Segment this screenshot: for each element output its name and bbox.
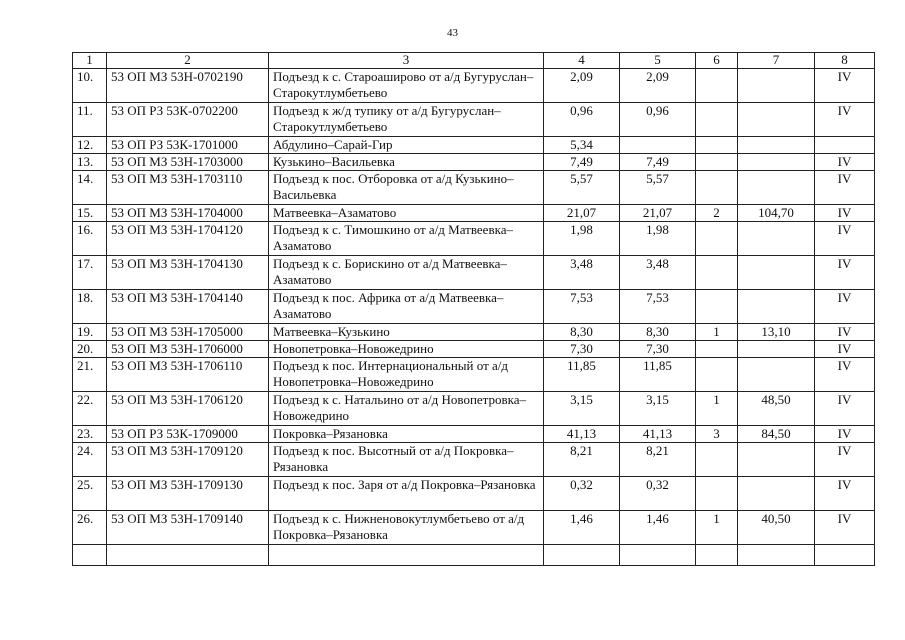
- extent-value: [738, 69, 815, 103]
- table-row: [73, 171, 875, 205]
- count-value: 1: [696, 392, 738, 426]
- extent-value: [738, 222, 815, 256]
- length-secondary: 0,32: [620, 477, 696, 511]
- category-value: IV: [815, 154, 875, 171]
- table-row: [73, 324, 875, 341]
- row-number: 12.: [73, 137, 107, 154]
- header-cell: 3: [269, 53, 544, 69]
- road-code: 53 ОП МЗ 53Н-1706110: [107, 358, 269, 392]
- road-name: Подъезд к с. Староаширово от а/д Бугуруслан–Старокутлумбетьево: [269, 69, 544, 103]
- road-code: 53 ОП МЗ 53Н-1704140: [107, 290, 269, 324]
- length-secondary: 8,30: [620, 324, 696, 341]
- length-total: 5,34: [544, 137, 620, 154]
- length-total: 2,09: [544, 69, 620, 103]
- length-secondary: 41,13: [620, 426, 696, 443]
- category-value: [815, 137, 875, 154]
- length-total: 21,07: [544, 205, 620, 222]
- category-value: IV: [815, 426, 875, 443]
- road-name: Покровка–Рязановка: [269, 426, 544, 443]
- road-name: Подъезд к пос. Отборовка от а/д Кузькино–Васильевка: [269, 171, 544, 205]
- length-secondary: 0,96: [620, 103, 696, 137]
- count-value: [696, 103, 738, 137]
- extent-value: [738, 137, 815, 154]
- road-code: 53 ОП МЗ 53Н-1703000: [107, 154, 269, 171]
- table-row: [73, 443, 875, 477]
- length-total: 7,30: [544, 341, 620, 358]
- count-value: [696, 290, 738, 324]
- header-cell: 6: [696, 53, 738, 69]
- length-secondary: 8,21: [620, 443, 696, 477]
- row-number: 15.: [73, 205, 107, 222]
- table-row-empty: [73, 545, 875, 566]
- length-total: 0,96: [544, 103, 620, 137]
- road-name: Подъезд к с. Натальино от а/д Новопетровка–Новожедрино: [269, 392, 544, 426]
- count-value: [696, 256, 738, 290]
- table-row: [73, 392, 875, 426]
- extent-value: [738, 443, 815, 477]
- road-name: Подъезд к с. Тимошкино от а/д Матвеевка–Азаматово: [269, 222, 544, 256]
- length-total: 0,32: [544, 477, 620, 511]
- length-secondary: 5,57: [620, 171, 696, 205]
- length-secondary: 7,49: [620, 154, 696, 171]
- road-code: 53 ОП МЗ 53Н-1706000: [107, 341, 269, 358]
- extent-value: [738, 358, 815, 392]
- road-code: 53 ОП МЗ 53Н-1704120: [107, 222, 269, 256]
- length-total: 7,53: [544, 290, 620, 324]
- length-total: 1,46: [544, 511, 620, 545]
- road-code: 53 ОП МЗ 53Н-1703110: [107, 171, 269, 205]
- count-value: [696, 137, 738, 154]
- table-row: [73, 358, 875, 392]
- road-registry-table: [72, 52, 875, 566]
- road-code: 53 ОП МЗ 53Н-1705000: [107, 324, 269, 341]
- length-total: 3,48: [544, 256, 620, 290]
- extent-value: [738, 290, 815, 324]
- row-number: 25.: [73, 477, 107, 511]
- length-total: 7,49: [544, 154, 620, 171]
- category-value: IV: [815, 205, 875, 222]
- row-number: 17.: [73, 256, 107, 290]
- length-secondary: 7,53: [620, 290, 696, 324]
- length-secondary: 21,07: [620, 205, 696, 222]
- road-code: 53 ОП МЗ 53Н-1709130: [107, 477, 269, 511]
- road-code: 53 ОП МЗ 53Н-1704000: [107, 205, 269, 222]
- row-number: 23.: [73, 426, 107, 443]
- road-code: 53 ОП МЗ 53Н-1706120: [107, 392, 269, 426]
- road-code: 53 ОП РЗ 53К-1701000: [107, 137, 269, 154]
- count-value: [696, 222, 738, 256]
- category-value: IV: [815, 256, 875, 290]
- category-value: IV: [815, 222, 875, 256]
- category-value: IV: [815, 290, 875, 324]
- road-name: Новопетровка–Новожедрино: [269, 341, 544, 358]
- table-row: [73, 256, 875, 290]
- category-value: IV: [815, 171, 875, 205]
- table-row: [73, 477, 875, 511]
- header-cell: 7: [738, 53, 815, 69]
- length-secondary: 1,46: [620, 511, 696, 545]
- count-value: [696, 358, 738, 392]
- table-row: [73, 137, 875, 154]
- length-secondary: 11,85: [620, 358, 696, 392]
- road-code: 53 ОП РЗ 53К-0702200: [107, 103, 269, 137]
- category-value: IV: [815, 103, 875, 137]
- category-value: IV: [815, 511, 875, 545]
- road-code: 53 ОП МЗ 53Н-1709120: [107, 443, 269, 477]
- row-number: 14.: [73, 171, 107, 205]
- count-value: [696, 69, 738, 103]
- road-code: 53 ОП РЗ 53К-1709000: [107, 426, 269, 443]
- road-code: 53 ОП МЗ 53Н-1709140: [107, 511, 269, 545]
- row-number: 24.: [73, 443, 107, 477]
- length-total: 1,98: [544, 222, 620, 256]
- header-cell: 1: [73, 53, 107, 69]
- road-name: Подъезд к с. Борискино от а/д Матвеевка–Азаматово: [269, 256, 544, 290]
- category-value: IV: [815, 477, 875, 511]
- extent-value: [738, 256, 815, 290]
- category-value: IV: [815, 443, 875, 477]
- length-total: 41,13: [544, 426, 620, 443]
- table-row: [73, 69, 875, 103]
- length-secondary: 1,98: [620, 222, 696, 256]
- row-number: 19.: [73, 324, 107, 341]
- road-name: Подъезд к с. Нижненовокутлумбетьево от а/д Покровка–Рязановка: [269, 511, 544, 545]
- table-row: [73, 205, 875, 222]
- length-total: 3,15: [544, 392, 620, 426]
- extent-value: [738, 171, 815, 205]
- row-number: 21.: [73, 358, 107, 392]
- road-name: Матвеевка–Кузькино: [269, 324, 544, 341]
- category-value: IV: [815, 69, 875, 103]
- row-number: 13.: [73, 154, 107, 171]
- count-value: [696, 477, 738, 511]
- extent-value: [738, 103, 815, 137]
- road-code: 53 ОП МЗ 53Н-0702190: [107, 69, 269, 103]
- extent-value: [738, 154, 815, 171]
- table-row: [73, 103, 875, 137]
- count-value: [696, 443, 738, 477]
- header-cell: 8: [815, 53, 875, 69]
- row-number: 26.: [73, 511, 107, 545]
- count-value: [696, 154, 738, 171]
- extent-value: 84,50: [738, 426, 815, 443]
- length-secondary: 2,09: [620, 69, 696, 103]
- extent-value: [738, 477, 815, 511]
- road-name: Подъезд к пос. Интернациональный от а/д Новопетровка–Новожедрино: [269, 358, 544, 392]
- count-value: 1: [696, 511, 738, 545]
- road-code: 53 ОП МЗ 53Н-1704130: [107, 256, 269, 290]
- header-cell: 2: [107, 53, 269, 69]
- count-value: [696, 171, 738, 205]
- length-total: 11,85: [544, 358, 620, 392]
- road-name: Подъезд к ж/д тупику от а/д Бугуруслан–Старокутлумбетьево: [269, 103, 544, 137]
- category-value: IV: [815, 324, 875, 341]
- row-number: 11.: [73, 103, 107, 137]
- row-number: 16.: [73, 222, 107, 256]
- category-value: IV: [815, 392, 875, 426]
- road-name: Подъезд к пос. Высотный от а/д Покровка–Рязановка: [269, 443, 544, 477]
- row-number: 20.: [73, 341, 107, 358]
- extent-value: 104,70: [738, 205, 815, 222]
- table-row: [73, 341, 875, 358]
- header-cell: 4: [544, 53, 620, 69]
- length-secondary: [620, 137, 696, 154]
- length-secondary: 3,15: [620, 392, 696, 426]
- road-name: Подъезд к пос. Заря от а/д Покровка–Рязановка: [269, 477, 544, 511]
- count-value: 1: [696, 324, 738, 341]
- count-value: [696, 341, 738, 358]
- category-value: IV: [815, 358, 875, 392]
- length-total: 8,21: [544, 443, 620, 477]
- table-row: [73, 426, 875, 443]
- length-total: 5,57: [544, 171, 620, 205]
- table-row: [73, 154, 875, 171]
- table-row: [73, 222, 875, 256]
- row-number: 22.: [73, 392, 107, 426]
- extent-value: 13,10: [738, 324, 815, 341]
- length-secondary: 3,48: [620, 256, 696, 290]
- table-row: [73, 290, 875, 324]
- length-secondary: 7,30: [620, 341, 696, 358]
- road-name: Кузькино–Васильевка: [269, 154, 544, 171]
- count-value: 2: [696, 205, 738, 222]
- extent-value: 40,50: [738, 511, 815, 545]
- road-name: Абдулино–Сарай-Гир: [269, 137, 544, 154]
- length-total: 8,30: [544, 324, 620, 341]
- page-number: 43: [447, 27, 458, 39]
- extent-value: 48,50: [738, 392, 815, 426]
- header-cell: 5: [620, 53, 696, 69]
- count-value: 3: [696, 426, 738, 443]
- road-name: Подъезд к пос. Африка от а/д Матвеевка–Азаматово: [269, 290, 544, 324]
- header-row: [73, 53, 875, 69]
- road-name: Матвеевка–Азаматово: [269, 205, 544, 222]
- row-number: 10.: [73, 69, 107, 103]
- table-row: [73, 511, 875, 545]
- row-number: 18.: [73, 290, 107, 324]
- extent-value: [738, 341, 815, 358]
- category-value: IV: [815, 341, 875, 358]
